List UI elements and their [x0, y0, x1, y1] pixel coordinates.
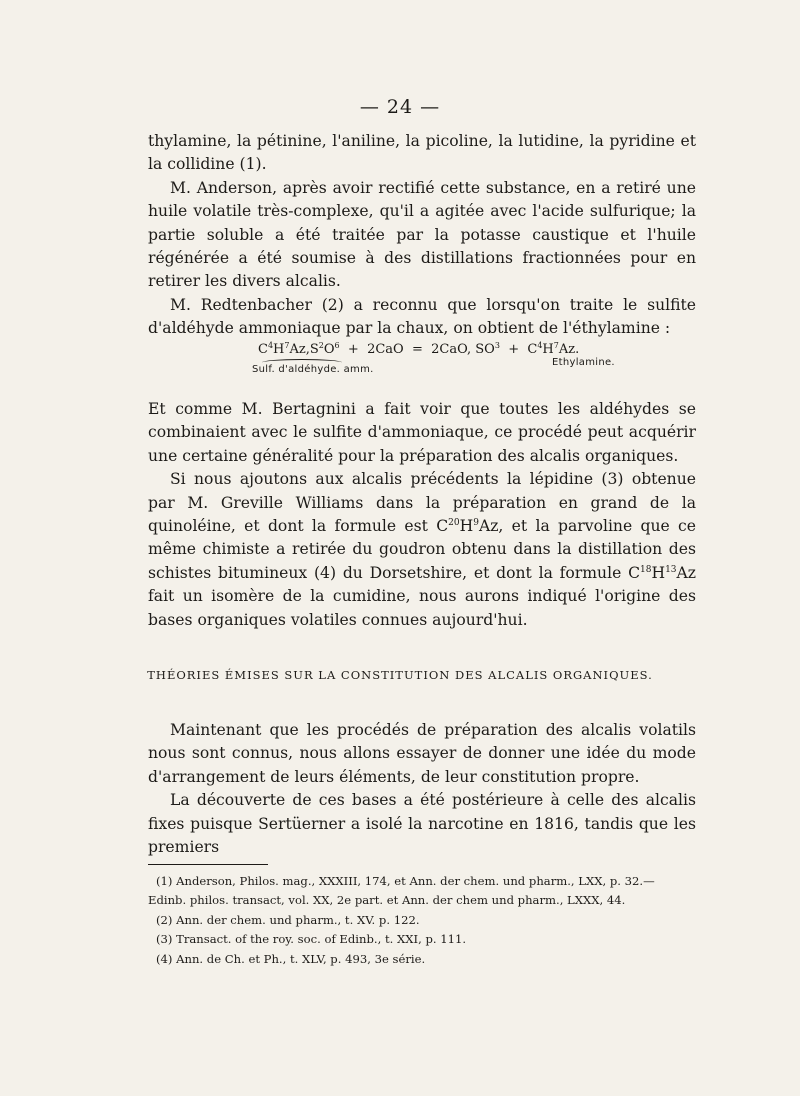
paragraph-decouverte: La découverte de ces bases a été postérieure à celle des alcalis fixes puisque Sertüerner a isolé la narcotine en 1816, tandis que les premiers [148, 791, 696, 857]
equation-formula: $C^4H^7Az,S^2O^6 + 2CaO = 2CaO$, $SO^3 + C^4H^7Az$. [258, 341, 580, 357]
section-heading: THÉORIES ÉMISES SUR LA CONSTITUTION DES ALCALIS ORGANIQUES. [147, 668, 653, 682]
paragraph-bertagnini: Et comme M. Bertagnini a fait voir que toutes les aldéhydes se combinaient avec le sulfite d'ammoniaque, ce procédé peut acquérir une certaine généralité pour la préparation des alcalis organiques. [148, 400, 696, 465]
footnote-separator [148, 864, 268, 865]
paragraph-anderson: M. Anderson, après avoir rectifié cette substance, en a retiré une huile volatile très-complexe, qu'il a agitée avec l'acide sulfurique; la partie soluble a été traitée par la potasse caustique et l'huile régénérée a été soumise à des distillations fractionnées pour en retirer les divers alcalis. [148, 178, 696, 291]
paragraph-continuation: thylamine, la pétinine, l'aniline, la picoline, la lutidine, la pyridine et la collidine (1). [148, 132, 696, 174]
footnote-1-continued: Edinb. philos. transact, vol. XX, 2e part. et Ann. der chem und pharm., LXXX, 44. [148, 893, 626, 908]
text-block-bottom [148, 719, 696, 859]
footnotes [148, 872, 696, 969]
chemical-equation [240, 342, 620, 386]
paragraph-redtenbacher: M. Redtenbacher (2) a reconnu que lorsqu'on traite le sulfite d'aldéhyde ammoniaque par la chaux, on obtient de l'éthylamine : [148, 295, 696, 338]
footnote-2: (2) Ann. der chem. und pharm., t. XV. p. 122. [156, 912, 420, 927]
text-block-middle [148, 398, 696, 632]
equation-label-reactant: Sulf. d'aldéhyde. amm. [252, 364, 374, 375]
footnote-4: (4) Ann. de Ch. et Ph., t. XLV, p. 493, 3e série. [156, 951, 426, 966]
footnote-1: (1) Anderson, Philos. mag., XXXIII, 174, et Ann. der chem. und pharm., LXX, p. 32.— [156, 874, 655, 888]
paragraph-lepidine: Si nous ajoutons aux alcalis précédents la lépidine (3) obtenue par M. Greville Williams dans la préparation en grand de la quinoléine, et dont la formule est $C^{20}H^9Az$, et la parvoline que ce même chimiste a retirée du goudron obtenu dans la distillation des schistes bitumineux (4) du Dorsetshire, et dont la formule $C^{18}H^{13}Az$ fait un isomère de la cumidine, nous aurons indiqué l'origine des bases organiques volatiles connues aujourd'hui. [148, 470, 696, 629]
text-block-top [148, 130, 696, 341]
footnote-3: (3) Transact. of the roy. soc. of Edinb., t. XXI, p. 111. [156, 932, 467, 947]
page-number: — 24 — [359, 96, 441, 118]
paragraph-maintenant: Maintenant que les procédés de préparation des alcalis volatils nous sont connus, nous allons essayer de donner une idée du mode d'arrangement de leurs éléments, de leur constitution propre. [148, 721, 696, 786]
equation-label-product: Ethylamine. [552, 357, 615, 368]
